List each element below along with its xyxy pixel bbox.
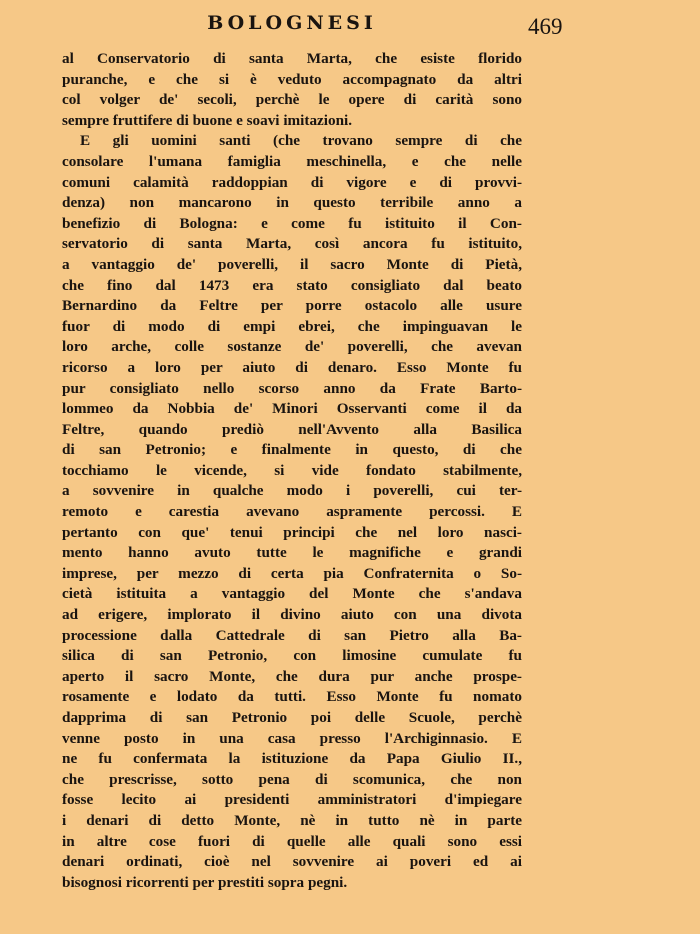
- text-line: comuni calamità raddoppian di vigore e di provvi-: [62, 173, 522, 191]
- text-line: ad erigere, implorato il divino aiuto con una divota: [62, 606, 522, 624]
- text-line: di san Petronio; e finalmente in questo, di che: [62, 441, 522, 459]
- running-title: BOLOGNESI: [207, 12, 377, 34]
- text-line: ricorso a loro per aiuto di denaro. Esso Monte fu: [62, 358, 522, 376]
- text-line: che fino dal 1473 era stato consigliato dal beato: [62, 276, 522, 294]
- text-line: fosse lecito ai presidenti amministratori d'impiegare: [62, 791, 522, 809]
- text-line: consolare l'umana famiglia meschinella, e che nelle: [62, 152, 522, 170]
- text-line: benefizio di Bologna: e come fu istituito il Con-: [62, 214, 522, 232]
- text-line: i denari di detto Monte, nè in tutto nè in parte: [62, 811, 522, 829]
- text-line: silica di san Petronio, con limosine cumulate fu: [62, 647, 522, 665]
- text-line: mento hanno avuto tutte le magnifiche e grandi: [62, 544, 522, 562]
- text-line: denari ordinati, cioè nel sovvenire ai poveri ed ai: [62, 853, 522, 871]
- body-text: [62, 49, 522, 893]
- text-line: ne fu confermata la istituzione da Papa Giulio II.,: [62, 750, 522, 768]
- text-line: tocchiamo le vicende, si vide fondato stabilmente,: [62, 461, 522, 479]
- text-line: pertanto con que' tenui principi che nel loro nasci-: [62, 523, 522, 541]
- text-line: in altre cose fuori di quelle alle quali sono essi: [62, 832, 522, 850]
- running-head: [62, 12, 563, 42]
- text-line: denza) non mancarono in questo terribile anno a: [62, 194, 522, 212]
- text-line: bisognosi ricorrenti per prestiti sopra pegni.: [62, 873, 348, 891]
- text-line: che prescrisse, sotto pena di scomunica, che non: [62, 770, 522, 788]
- text-line: aperto il sacro Monte, che dura pur anche prospe-: [62, 667, 522, 685]
- text-line: fuor di modo di empi ebrei, che impinguavan le: [62, 317, 522, 335]
- text-line: Bernardino da Feltre per porre ostacolo alle usure: [62, 297, 522, 315]
- text-line: cietà istituita a vantaggio del Monte che s'andava: [62, 585, 522, 603]
- text-line: loro arche, colle sostanze de' poverelli, che avevan: [62, 338, 522, 356]
- text-line: sempre fruttifere di buone e soavi imitazioni.: [62, 111, 353, 129]
- text-line: pur consigliato nello scorso anno da Frate Barto-: [62, 379, 522, 397]
- text-line: venne posto in una casa presso l'Archiginnasio. E: [62, 729, 522, 747]
- text-line: lommeo da Nobbia de' Minori Osservanti come il da: [62, 400, 522, 418]
- text-line: puranche, e che si è veduto accompagnato da altri: [62, 70, 522, 88]
- text-line: remoto e carestia avevano aspramente percossi. E: [62, 503, 522, 521]
- text-line: dapprima di san Petronio poi delle Scuole, perchè: [62, 709, 522, 726]
- text-line: Feltre, quando prediò nell'Avvento alla Basilica: [62, 420, 522, 438]
- text-line: a sovvenire in qualche modo i poverelli, cui ter-: [62, 482, 522, 500]
- text-line: col volger de' secoli, perchè le opere di carità sono: [62, 91, 522, 109]
- page-number: 469: [528, 14, 563, 39]
- text-line: rosamente e lodato da tutti. Esso Monte fu nomato: [62, 688, 522, 706]
- text-line: processione dalla Cattedrale di san Pietro alla Ba-: [62, 626, 522, 644]
- text-line: servatorio di santa Marta, così ancora fu istituito,: [62, 235, 522, 253]
- text-line: al Conservatorio di santa Marta, che esiste florido: [62, 50, 522, 67]
- text-line: imprese, per mezzo di certa pia Confraternita o So-: [62, 564, 522, 582]
- text-line: a vantaggio de' poverelli, il sacro Monte di Pietà,: [62, 255, 522, 273]
- text-line: E gli uomini santi (che trovano sempre di che: [80, 132, 522, 150]
